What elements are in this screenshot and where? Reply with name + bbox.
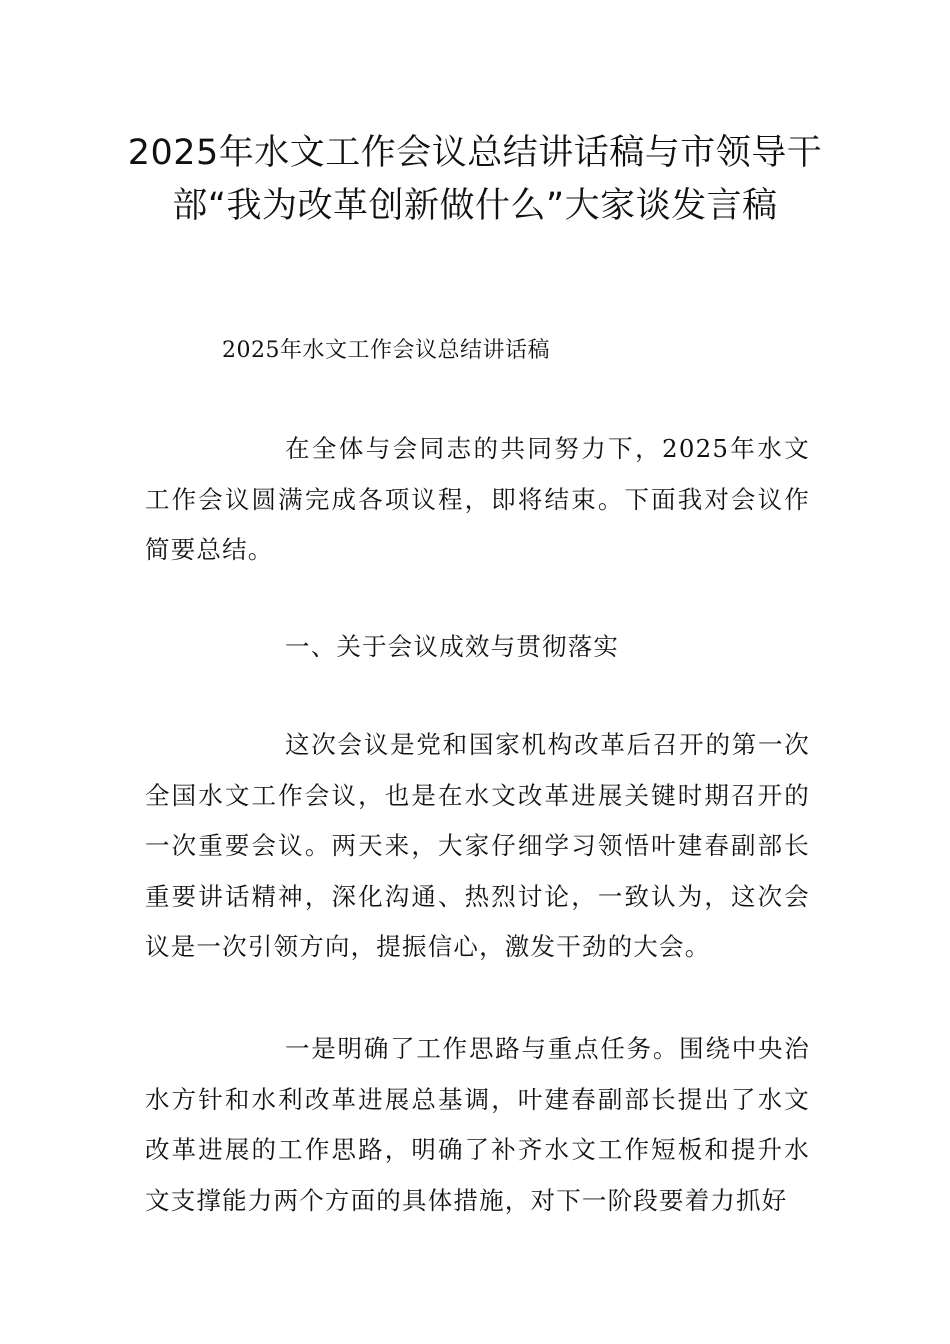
paragraph-meeting-significance: 这次会议是党和国家机构改革后召开的第一次全国水文工作会议，也是在水文改革进展关键时期召开的一次重要会议。两天来，大家仔细学习领悟叶建春副部长重要讲话精神，深化沟通、热烈讨论，一致认为，这次会议是一次引领方向，提振信心，激发干劲的大会。 — [145, 730, 810, 961]
document-subtitle: 2025年水文工作会议总结讲话稿 — [222, 338, 550, 363]
section-heading-1: 一、关于会议成效与贯彻落实 — [285, 632, 620, 661]
paragraph-intro: 在全体与会同志的共同努力下，2025年水文工作会议圆满完成各项议程，即将结束。下面我对会议作简要总结。 — [145, 434, 810, 564]
paragraph-point-one: 一是明确了工作思路与重点任务。围绕中央治水方针和水利改革进展总基调，叶建春副部长提出了水文改革进展的工作思路，明确了补齐水文工作短板和提升水文支撑能力两个方面的具体措施，对下一阶段要着力抓好 — [145, 1034, 810, 1215]
document-title: 2025年水文工作会议总结讲话稿与市领导干部“我为改革创新做什么”大家谈发言稿 — [127, 133, 823, 226]
